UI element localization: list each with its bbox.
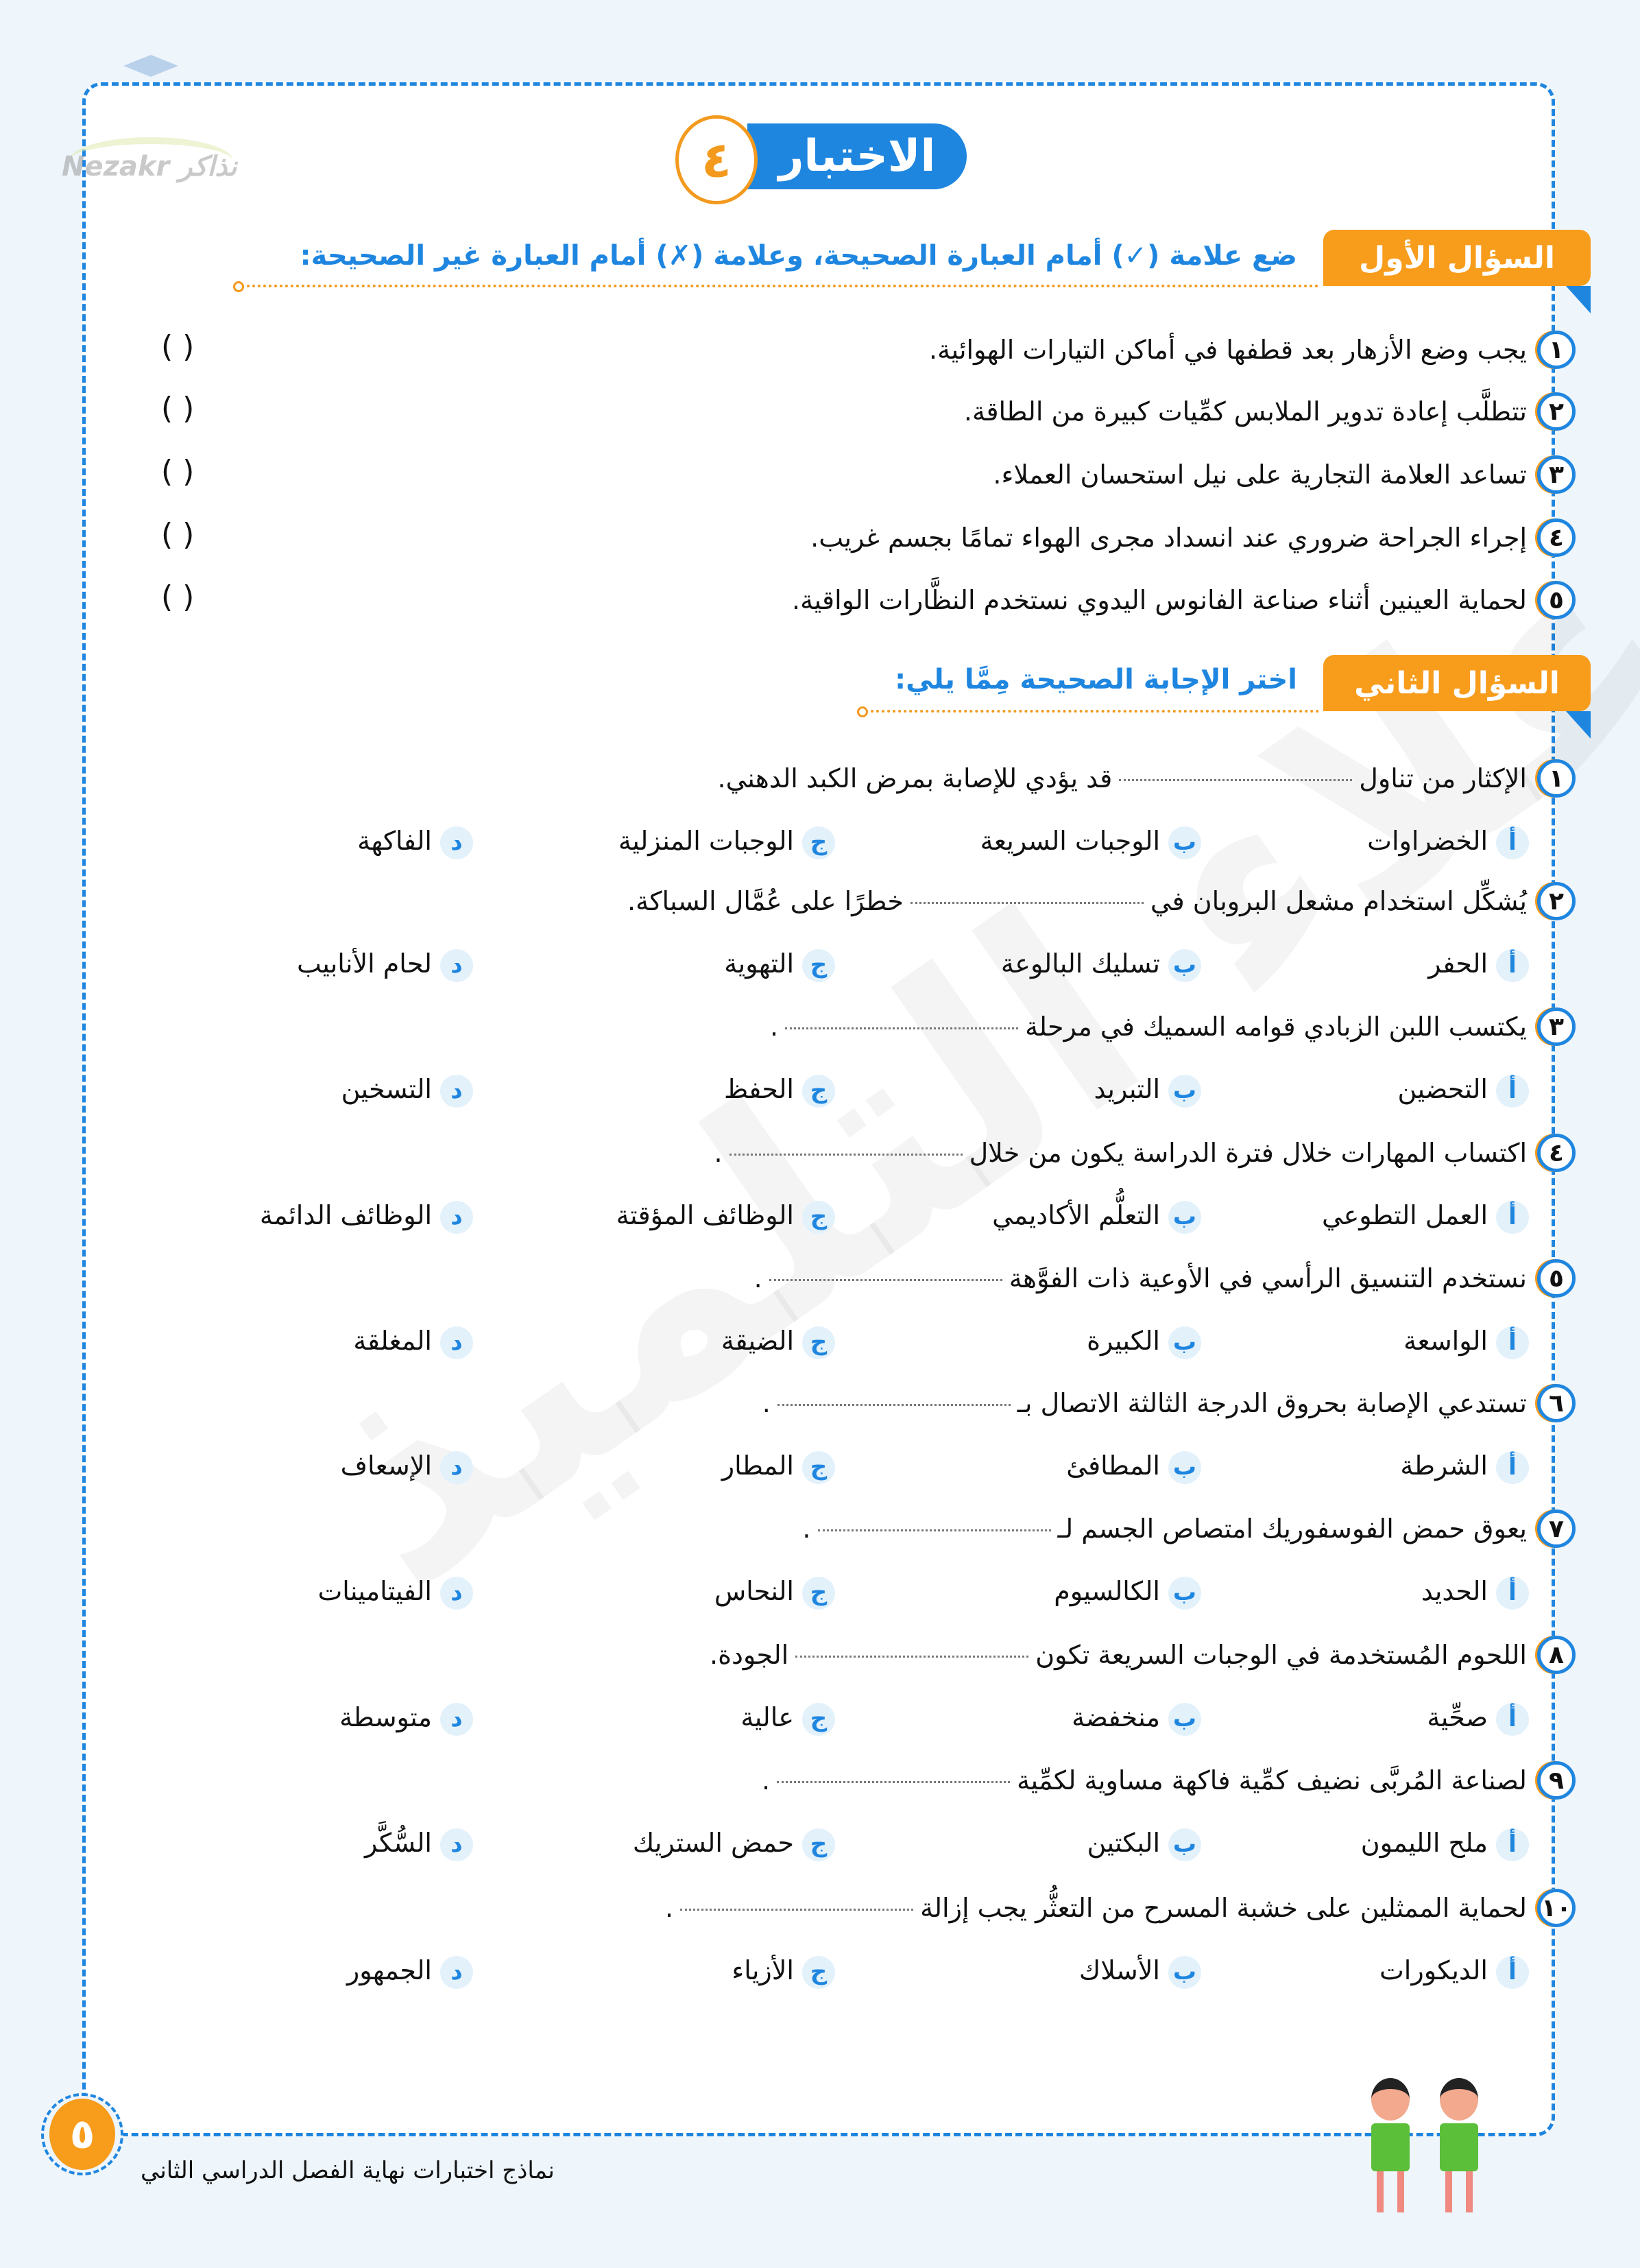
question-number: ٧ <box>1537 1509 1576 1548</box>
option-text: منخفضة <box>1072 1702 1160 1732</box>
option[interactable] <box>618 822 835 860</box>
option-letter: ج <box>802 1956 835 1989</box>
option-letter: ب <box>1168 826 1201 859</box>
exam-number: ٤ <box>675 115 758 204</box>
option[interactable] <box>740 1698 835 1736</box>
option[interactable] <box>992 1196 1201 1234</box>
page-number: ٥ <box>49 2099 115 2170</box>
option-text: الكبيرة <box>1087 1326 1160 1356</box>
option-text: التعلُّم الأكاديمي <box>992 1200 1160 1230</box>
option[interactable] <box>722 1446 835 1485</box>
option-text: السُّكَّر <box>365 1828 432 1858</box>
option-text: المطار <box>721 1451 794 1481</box>
option[interactable] <box>1361 1824 1529 1862</box>
option-letter: د <box>440 1703 473 1736</box>
option[interactable] <box>297 944 473 983</box>
answer-blank[interactable] <box>777 1781 1010 1783</box>
question-number: ٨ <box>1537 1636 1576 1674</box>
question-text <box>665 1889 1527 1927</box>
option[interactable] <box>980 822 1201 860</box>
question-stem: نستخدم التنسيق الرأسي في الأوعية ذات الفوَّهة <box>1009 1263 1527 1293</box>
answer-parentheses[interactable]: ( ) <box>161 329 195 364</box>
option[interactable] <box>1094 1070 1201 1108</box>
question-text <box>710 1636 1527 1674</box>
option-letter: د <box>440 1828 473 1861</box>
option-letter: أ <box>1496 1828 1529 1861</box>
answer-parentheses[interactable]: ( ) <box>161 517 195 552</box>
option[interactable] <box>724 944 835 983</box>
answer-blank[interactable] <box>680 1909 913 1911</box>
question-number: ١٠ <box>1537 1889 1576 1927</box>
logo-text: Nezakr نذاكر <box>62 151 237 182</box>
option[interactable] <box>365 1824 473 1862</box>
answer-blank[interactable] <box>777 1404 1011 1406</box>
option[interactable] <box>339 1698 473 1736</box>
option-text: الأسلاك <box>1078 1955 1160 1985</box>
option-letter: ب <box>1168 1075 1201 1108</box>
option-letter: د <box>440 1577 473 1610</box>
option[interactable] <box>721 1322 835 1360</box>
option-letter: ج <box>802 1577 835 1610</box>
option-letter: أ <box>1496 1703 1529 1736</box>
question-number: ٩ <box>1537 1761 1576 1800</box>
question-number: ٢ <box>1537 882 1576 920</box>
question-text <box>754 1259 1527 1298</box>
option[interactable] <box>341 1070 473 1108</box>
question-number: ٥ <box>1537 581 1576 619</box>
option-letter: د <box>440 1451 473 1484</box>
question-number: ٤ <box>1537 518 1576 557</box>
option[interactable] <box>347 1951 473 1990</box>
statement-text: لحماية العينين أثناء صناعة الفانوس اليدوي نستخدم النظَّارات الواقية. <box>792 585 1527 615</box>
option[interactable] <box>1322 1196 1529 1234</box>
answer-blank[interactable] <box>795 1656 1028 1658</box>
option[interactable] <box>1001 944 1201 983</box>
option[interactable] <box>1428 944 1529 983</box>
option-letter: د <box>440 1326 473 1359</box>
option-letter: ب <box>1168 1577 1201 1610</box>
option-text: الكالسيوم <box>1054 1576 1160 1606</box>
option-letter: ج <box>802 1451 835 1484</box>
question-text <box>762 1384 1527 1422</box>
option-text: الإسعاف <box>340 1451 432 1481</box>
option[interactable] <box>616 1196 835 1234</box>
option-text: صحِّية <box>1427 1702 1488 1732</box>
option[interactable] <box>1400 1446 1529 1485</box>
answer-blank[interactable] <box>729 1154 963 1156</box>
graduation-cap-icon <box>123 55 178 82</box>
nezakr-logo <box>55 55 247 192</box>
question-text <box>627 882 1527 920</box>
q2-tab: السؤال الثاني <box>1323 655 1591 711</box>
option-letter: أ <box>1496 1075 1529 1108</box>
question-number: ٢ <box>1537 392 1576 431</box>
footer-text: نماذج اختبارات نهاية الفصل الدراسي الثاني <box>141 2157 555 2184</box>
option-letter: ب <box>1168 949 1201 982</box>
question-text <box>762 1761 1527 1800</box>
option-text: التهوية <box>724 948 794 979</box>
option-text: الجمهور <box>346 1955 432 1985</box>
option-text: لحام الأنابيب <box>296 948 432 979</box>
option-text: تسليك البالوعة <box>1000 948 1160 979</box>
option-text: النحاس <box>714 1576 794 1606</box>
option-text: الفاكهة <box>357 826 432 856</box>
option[interactable] <box>353 1322 473 1360</box>
option-text: الشرطة <box>1400 1451 1488 1481</box>
question-number: ٣ <box>1537 455 1576 494</box>
question-end: . <box>714 1138 723 1168</box>
question-number: ٣ <box>1537 1007 1576 1046</box>
question-number: ٥ <box>1537 1259 1576 1298</box>
question-end: . <box>753 1263 762 1293</box>
question-text <box>714 1134 1527 1172</box>
option[interactable] <box>1398 1070 1529 1108</box>
option-text: الوجبات السريعة <box>980 826 1160 856</box>
question-end: خطرًا على عُمَّال السباكة. <box>627 886 904 916</box>
question-end: قد يؤدي للإصابة بمرض الكبد الدهني. <box>717 763 1113 793</box>
kid-figure <box>1440 2078 1481 2215</box>
question-stem: يكتسب اللبن الزبادي قوامه السميك في مرحلة <box>1025 1012 1527 1042</box>
option-letter: أ <box>1496 826 1529 859</box>
option-text: التبريد <box>1094 1074 1160 1104</box>
option-text: الوجبات المنزلية <box>618 826 794 856</box>
answer-parentheses[interactable]: ( ) <box>161 454 195 489</box>
question-stem: يُشكِّل استخدام مشعل البروبان في <box>1150 886 1527 916</box>
statement-text: تتطلَّب إعادة تدوير الملابس كمِّيات كبيرة من الطاقة. <box>963 396 1527 427</box>
option[interactable] <box>1072 1698 1201 1736</box>
option[interactable] <box>260 1196 473 1234</box>
option-text: العمل التطوعي <box>1321 1200 1488 1230</box>
option-letter: ج <box>802 949 835 982</box>
option-text: الأزياء <box>732 1955 794 1985</box>
option-text: حمض الستريك <box>632 1828 794 1858</box>
option[interactable] <box>1054 1572 1201 1610</box>
option[interactable] <box>1367 822 1529 860</box>
question-text <box>717 759 1527 798</box>
kid-figure <box>1371 2078 1412 2215</box>
option[interactable] <box>1427 1698 1529 1736</box>
question-stem: يعوق حمض الفوسفوريك امتصاص الجسم لـ <box>1057 1514 1527 1544</box>
option[interactable] <box>1403 1322 1529 1360</box>
option-text: الوظائف المؤقتة <box>616 1200 794 1230</box>
answer-parentheses[interactable]: ( ) <box>161 391 195 426</box>
option-text: الفيتامينات <box>317 1576 432 1606</box>
option-letter: ب <box>1168 1703 1201 1736</box>
statement-text: يجب وضع الأزهار بعد قطفها في أماكن التيارات الهوائية. <box>929 335 1527 365</box>
question-stem: اللحوم المُستخدمة في الوجبات السريعة تكون <box>1035 1640 1527 1670</box>
question-end: . <box>802 1514 811 1544</box>
option-text: الحفظ <box>724 1074 794 1104</box>
option[interactable] <box>1087 1322 1201 1360</box>
answer-blank[interactable] <box>911 902 1144 904</box>
answer-parentheses[interactable]: ( ) <box>161 580 195 614</box>
option[interactable] <box>1421 1572 1529 1610</box>
question-text <box>770 1007 1527 1046</box>
option-letter: أ <box>1496 1451 1529 1484</box>
option-text: الحفر <box>1428 948 1488 979</box>
option[interactable] <box>357 822 473 860</box>
question-end: . <box>769 1012 779 1042</box>
option-text: متوسطة <box>339 1702 432 1732</box>
option-text: عالية <box>740 1702 794 1732</box>
option-letter: ب <box>1168 1451 1201 1484</box>
q1-divider <box>241 285 1319 287</box>
question-number: ١ <box>1537 331 1576 369</box>
option-letter: د <box>440 826 473 859</box>
option-letter: د <box>440 949 473 982</box>
option-letter: ج <box>802 1075 835 1108</box>
question-number: ١ <box>1537 759 1576 798</box>
question-number: ٦ <box>1537 1384 1576 1422</box>
option-text: التحضين <box>1397 1074 1488 1104</box>
option-letter: ج <box>802 1201 835 1234</box>
q2-instruction: اختر الإجابة الصحيحة مِمَّا يلي: <box>895 664 1297 695</box>
question-stem: تستدعي الإصابة بحروق الدرجة الثالثة الاتصال بـ <box>1017 1388 1527 1418</box>
option-text: ملح الليمون <box>1360 1828 1488 1858</box>
option[interactable] <box>317 1572 473 1610</box>
page-number-badge <box>41 2093 123 2175</box>
question-text <box>802 1509 1527 1548</box>
option-letter: ب <box>1168 1956 1201 1989</box>
option-letter: ج <box>802 1326 835 1359</box>
option[interactable] <box>1079 1951 1201 1990</box>
question-number: ٤ <box>1537 1134 1576 1172</box>
question-stem: اكتساب المهارات خلال فترة الدراسة يكون من خلال <box>969 1138 1527 1168</box>
option-letter: ج <box>802 1703 835 1736</box>
option[interactable] <box>1379 1951 1529 1990</box>
answer-blank[interactable] <box>1119 779 1352 781</box>
option-text: الديكورات <box>1379 1955 1488 1985</box>
option-letter: د <box>440 1956 473 1989</box>
question-end: الجودة. <box>710 1640 789 1670</box>
option-text: الحديد <box>1421 1576 1488 1606</box>
q1-tab: السؤال الأول <box>1323 230 1591 286</box>
option-letter: ج <box>802 826 835 859</box>
option-letter: ب <box>1168 1326 1201 1359</box>
answer-blank[interactable] <box>769 1279 1002 1281</box>
q1-instruction: ضع علامة (✓) أمام العبارة الصحيحة، وعلامة (✗) أمام العبارة غير الصحيحة: <box>300 240 1297 272</box>
option-letter: ب <box>1168 1201 1201 1234</box>
option-letter: أ <box>1496 1956 1529 1989</box>
option-text: الوظائف الدائمة <box>259 1200 432 1230</box>
q2-divider <box>865 710 1319 713</box>
question-end: . <box>762 1765 771 1795</box>
option-letter: د <box>440 1075 473 1108</box>
statement-text: تساعد العلامة التجارية على نيل استحسان العملاء. <box>993 459 1527 490</box>
question-stem: الإكثار من تناول <box>1359 763 1527 793</box>
exam-title: الاختبار <box>747 123 967 189</box>
question-stem: لحماية الممثلين على خشبة المسرح من التعثُّر يجب إزالة <box>920 1893 1527 1923</box>
question-end: . <box>762 1388 771 1418</box>
option-letter: د <box>440 1201 473 1234</box>
option-letter: أ <box>1496 949 1529 982</box>
option[interactable] <box>633 1824 835 1862</box>
option-text: الضيقة <box>721 1326 794 1356</box>
option-letter: أ <box>1496 1201 1529 1234</box>
kids-illustration <box>1344 2064 1536 2222</box>
option-text: المغلقة <box>353 1326 432 1356</box>
answer-blank[interactable] <box>818 1529 1051 1531</box>
option[interactable] <box>724 1070 835 1108</box>
option[interactable] <box>1066 1446 1201 1485</box>
option-text: التسخين <box>341 1074 432 1104</box>
option-text: المطافئ <box>1066 1451 1160 1481</box>
option-text: الواسعة <box>1403 1326 1488 1356</box>
question-stem: لصناعة المُربَّى نضيف كمِّية فاكهة مساوية لكمِّية <box>1017 1765 1527 1795</box>
question-end: . <box>665 1893 674 1923</box>
statement-text: إجراء الجراحة ضروري عند انسداد مجرى الهواء تمامًا بجسم غريب. <box>810 523 1527 553</box>
option-text: الخضراوات <box>1367 826 1488 856</box>
option-letter: ج <box>802 1828 835 1861</box>
answer-blank[interactable] <box>785 1027 1018 1029</box>
option[interactable] <box>714 1572 835 1610</box>
option-text: البكتين <box>1087 1828 1160 1858</box>
option[interactable] <box>341 1446 473 1485</box>
option-letter: أ <box>1496 1326 1529 1359</box>
option-letter: أ <box>1496 1577 1529 1610</box>
option[interactable] <box>732 1951 835 1990</box>
option-letter: ب <box>1168 1828 1201 1861</box>
option[interactable] <box>1087 1824 1201 1862</box>
